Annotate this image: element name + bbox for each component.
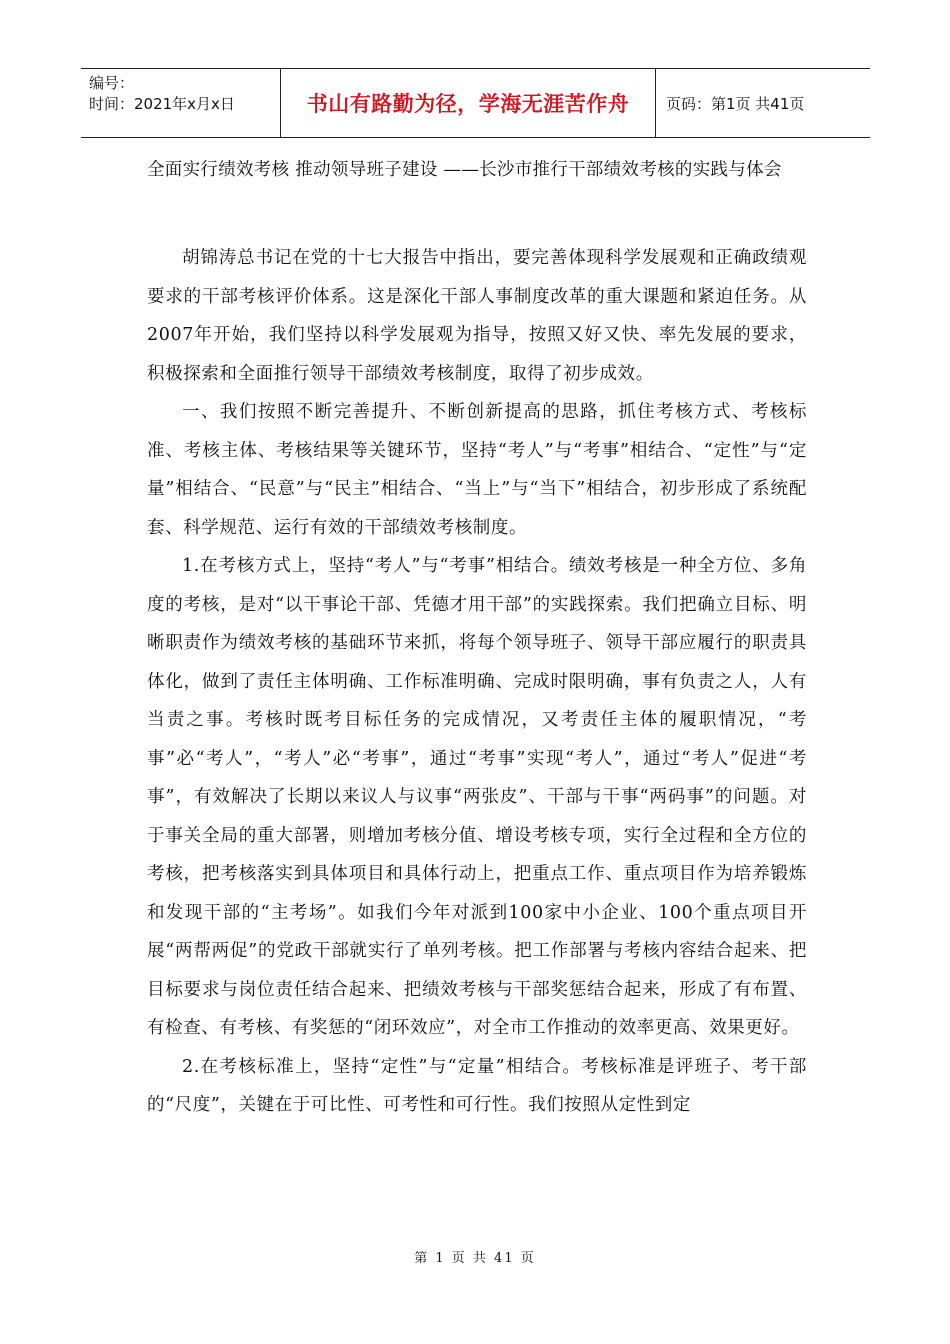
document-number-label: 编号： bbox=[89, 74, 135, 92]
paragraph-intro: 胡锦涛总书记在党的十七大报告中指出，要完善体现科学发展观和正确政绩观要求的干部考核评价体系。这是深化干部人事制度改革的重大课题和紧迫任务。从2007年开始，我们坚持以科学发展观为指导，按照又好又快、率先发展的要求，积极探索和全面推行领导干部绩效考核制度，取得了初步成效。 bbox=[147, 248, 807, 384]
document-title: 全面实行绩效考核 推动领导班子建设 ——长沙市推行干部绩效考核的实践与体会 bbox=[147, 160, 782, 180]
header-motto: 书山有路勤为径，学海无涯苦作舟 bbox=[281, 69, 656, 137]
document-time-label: 时间：2021年x月x日 bbox=[89, 95, 235, 113]
header-meta-cell bbox=[81, 69, 281, 137]
page-footer: 第 1 页 共 41 页 bbox=[414, 1251, 536, 1266]
paragraph-item-1: 1.在考核方式上，坚持“考人”与“考事”相结合。绩效考核是一种全方位、多角度的考核，是对“以干事论干部、凭德才用干部”的实践探索。我们把确立目标、明晰职责作为绩效考核的基础环节来抓，将每个领导班子、领导干部应履行的职责具体化，做到了责任主体明确、工作标准明确、完成时限明确，事有负责之人，人有当责之事。考核时既考目标任务的完成情况，又考责任主体的履职情况，“考事”必“考人”，“考人”必“考事”，通过“考事”实现“考人”，通过“考人”促进“考事”，有效解决了长期以来议人与议事“两张皮”、干部与干事“两码事”的问题。对于事关全局的重大部署，则增加考核分值、增设考核专项，实行全过程和全方位的考核，把考核落实到具体项目和具体行动上，把重点工作、重点项目作为培养锻炼和发现干部的“主考场”。如我们今年对派到100家中小企业、100个重点项目开展“两帮两促”的党政干部就实行了单列考核。把工作部署与考核内容结合起来、把目标要求与岗位责任结合起来、把绩效考核与干部奖惩结合起来，形成了有布置、有检查、有考核、有奖惩的“闭环效应”，对全市工作推动的效率更高、效果更好。 bbox=[147, 556, 807, 1038]
document-body bbox=[147, 239, 807, 1125]
page-header bbox=[81, 68, 870, 138]
paragraph-section-1: 一、我们按照不断完善提升、不断创新提高的思路，抓住考核方式、考核标准、考核主体、考核结果等关键环节，坚持“考人”与“考事”相结合、“定性”与“定量”相结合、“民意”与“民主”相结合、“当上”与“当下”相结合，初步形成了系统配套、科学规范、运行有效的干部绩效考核制度。 bbox=[147, 402, 807, 538]
header-page-info: 页码：第1页 共41页 bbox=[666, 94, 805, 113]
paragraph-item-2: 2.在考核标准上，坚持“定性”与“定量”相结合。考核标准是评班子、考干部的“尺度”，关键在于可比性、可考性和可行性。我们按照从定性到定 bbox=[147, 1056, 807, 1115]
